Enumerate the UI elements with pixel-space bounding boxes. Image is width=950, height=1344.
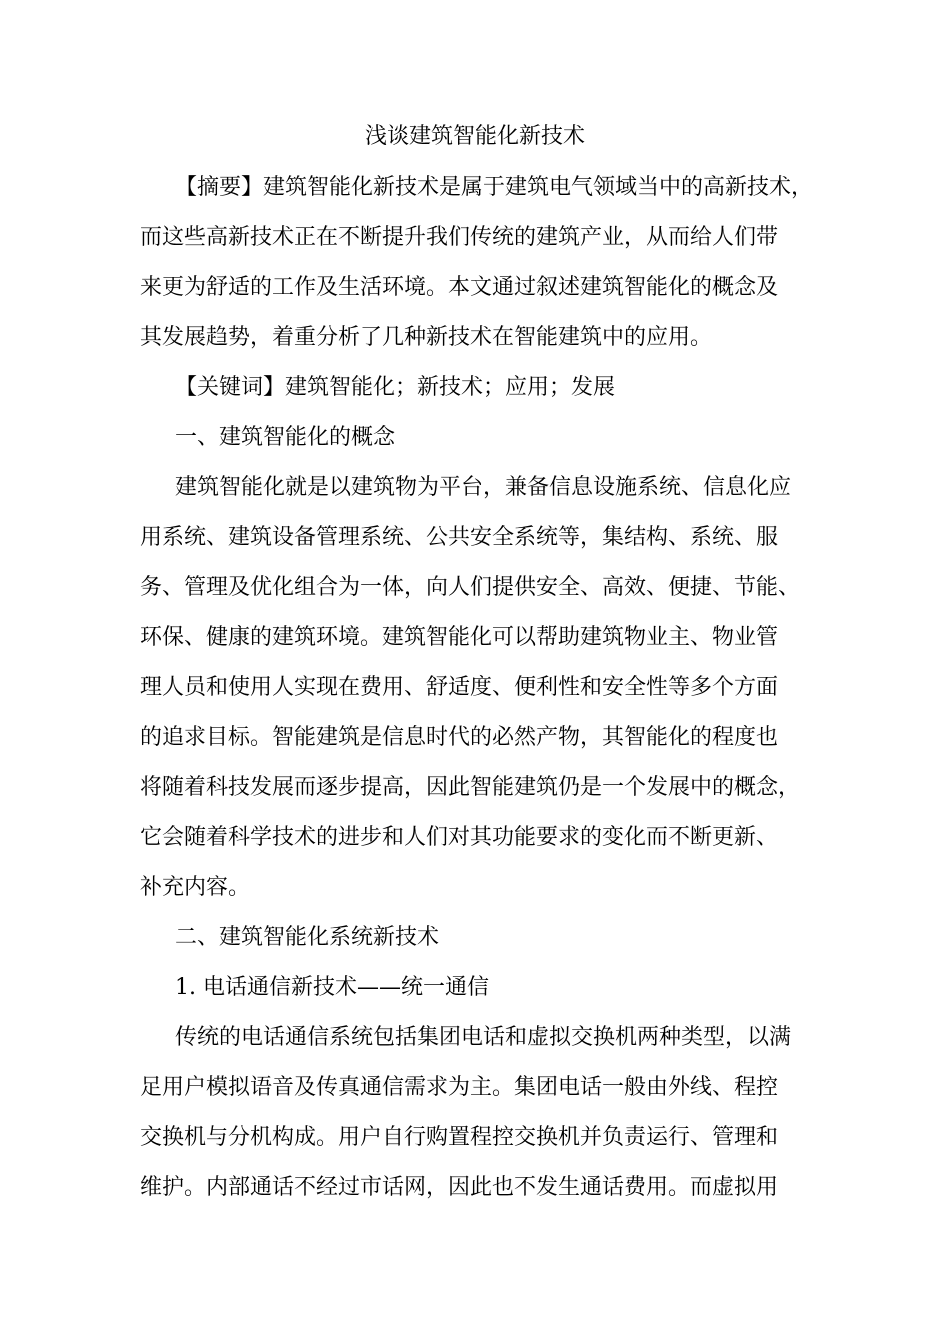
paragraph-line: 的追求目标。智能建筑是信息时代的必然产物，其智能化的程度也	[140, 725, 779, 750]
abstract-line: 【摘要】建筑智能化新技术是属于建筑电气领域当中的高新技术，	[175, 175, 814, 200]
paragraph-line: 它会随着科学技术的进步和人们对其功能要求的变化而不断更新、	[140, 825, 779, 850]
paragraph-line: 用系统、建筑设备管理系统、公共安全系统等，集结构、系统、服	[140, 525, 779, 550]
paragraph-line: 将随着科技发展而逐步提高，因此智能建筑仍是一个发展中的概念，	[140, 775, 801, 800]
paragraph-line: 理人员和使用人实现在费用、舒适度、便利性和安全性等多个方面	[140, 675, 779, 700]
keywords-line: 【关键词】建筑智能化；新技术；应用；发展	[175, 375, 616, 400]
abstract-line: 而这些高新技术正在不断提升我们传统的建筑产业，从而给人们带	[140, 225, 779, 250]
document-title: 浅谈建筑智能化新技术	[364, 124, 585, 149]
subsection-heading: 1. 电话通信新技术——统一通信	[175, 975, 489, 1000]
paragraph-line: 补充内容。	[140, 875, 251, 900]
abstract-line: 来更为舒适的工作及生活环境。本文通过叙述建筑智能化的概念及	[140, 275, 779, 300]
paragraph-line: 传统的电话通信系统包括集团电话和虚拟交换机两种类型，以满	[175, 1025, 792, 1050]
section-heading: 一、建筑智能化的概念	[175, 425, 396, 450]
abstract-line: 其发展趋势，着重分析了几种新技术在智能建筑中的应用。	[140, 325, 713, 350]
paragraph-line: 维护。内部通话不经过市话网，因此也不发生通话费用。而虚拟用	[140, 1175, 779, 1200]
section-heading: 二、建筑智能化系统新技术	[175, 925, 440, 950]
paragraph-line: 务、管理及优化组合为一体，向人们提供安全、高效、便捷、节能、	[140, 575, 801, 600]
paragraph-line: 足用户模拟语音及传真通信需求为主。集团电话一般由外线、程控	[140, 1075, 779, 1100]
paragraph-line: 环保、健康的建筑环境。建筑智能化可以帮助建筑物业主、物业管	[140, 625, 779, 650]
paragraph-line: 建筑智能化就是以建筑物为平台，兼备信息设施系统、信息化应	[175, 475, 792, 500]
paragraph-line: 交换机与分机构成。用户自行购置程控交换机并负责运行、管理和	[140, 1125, 779, 1150]
